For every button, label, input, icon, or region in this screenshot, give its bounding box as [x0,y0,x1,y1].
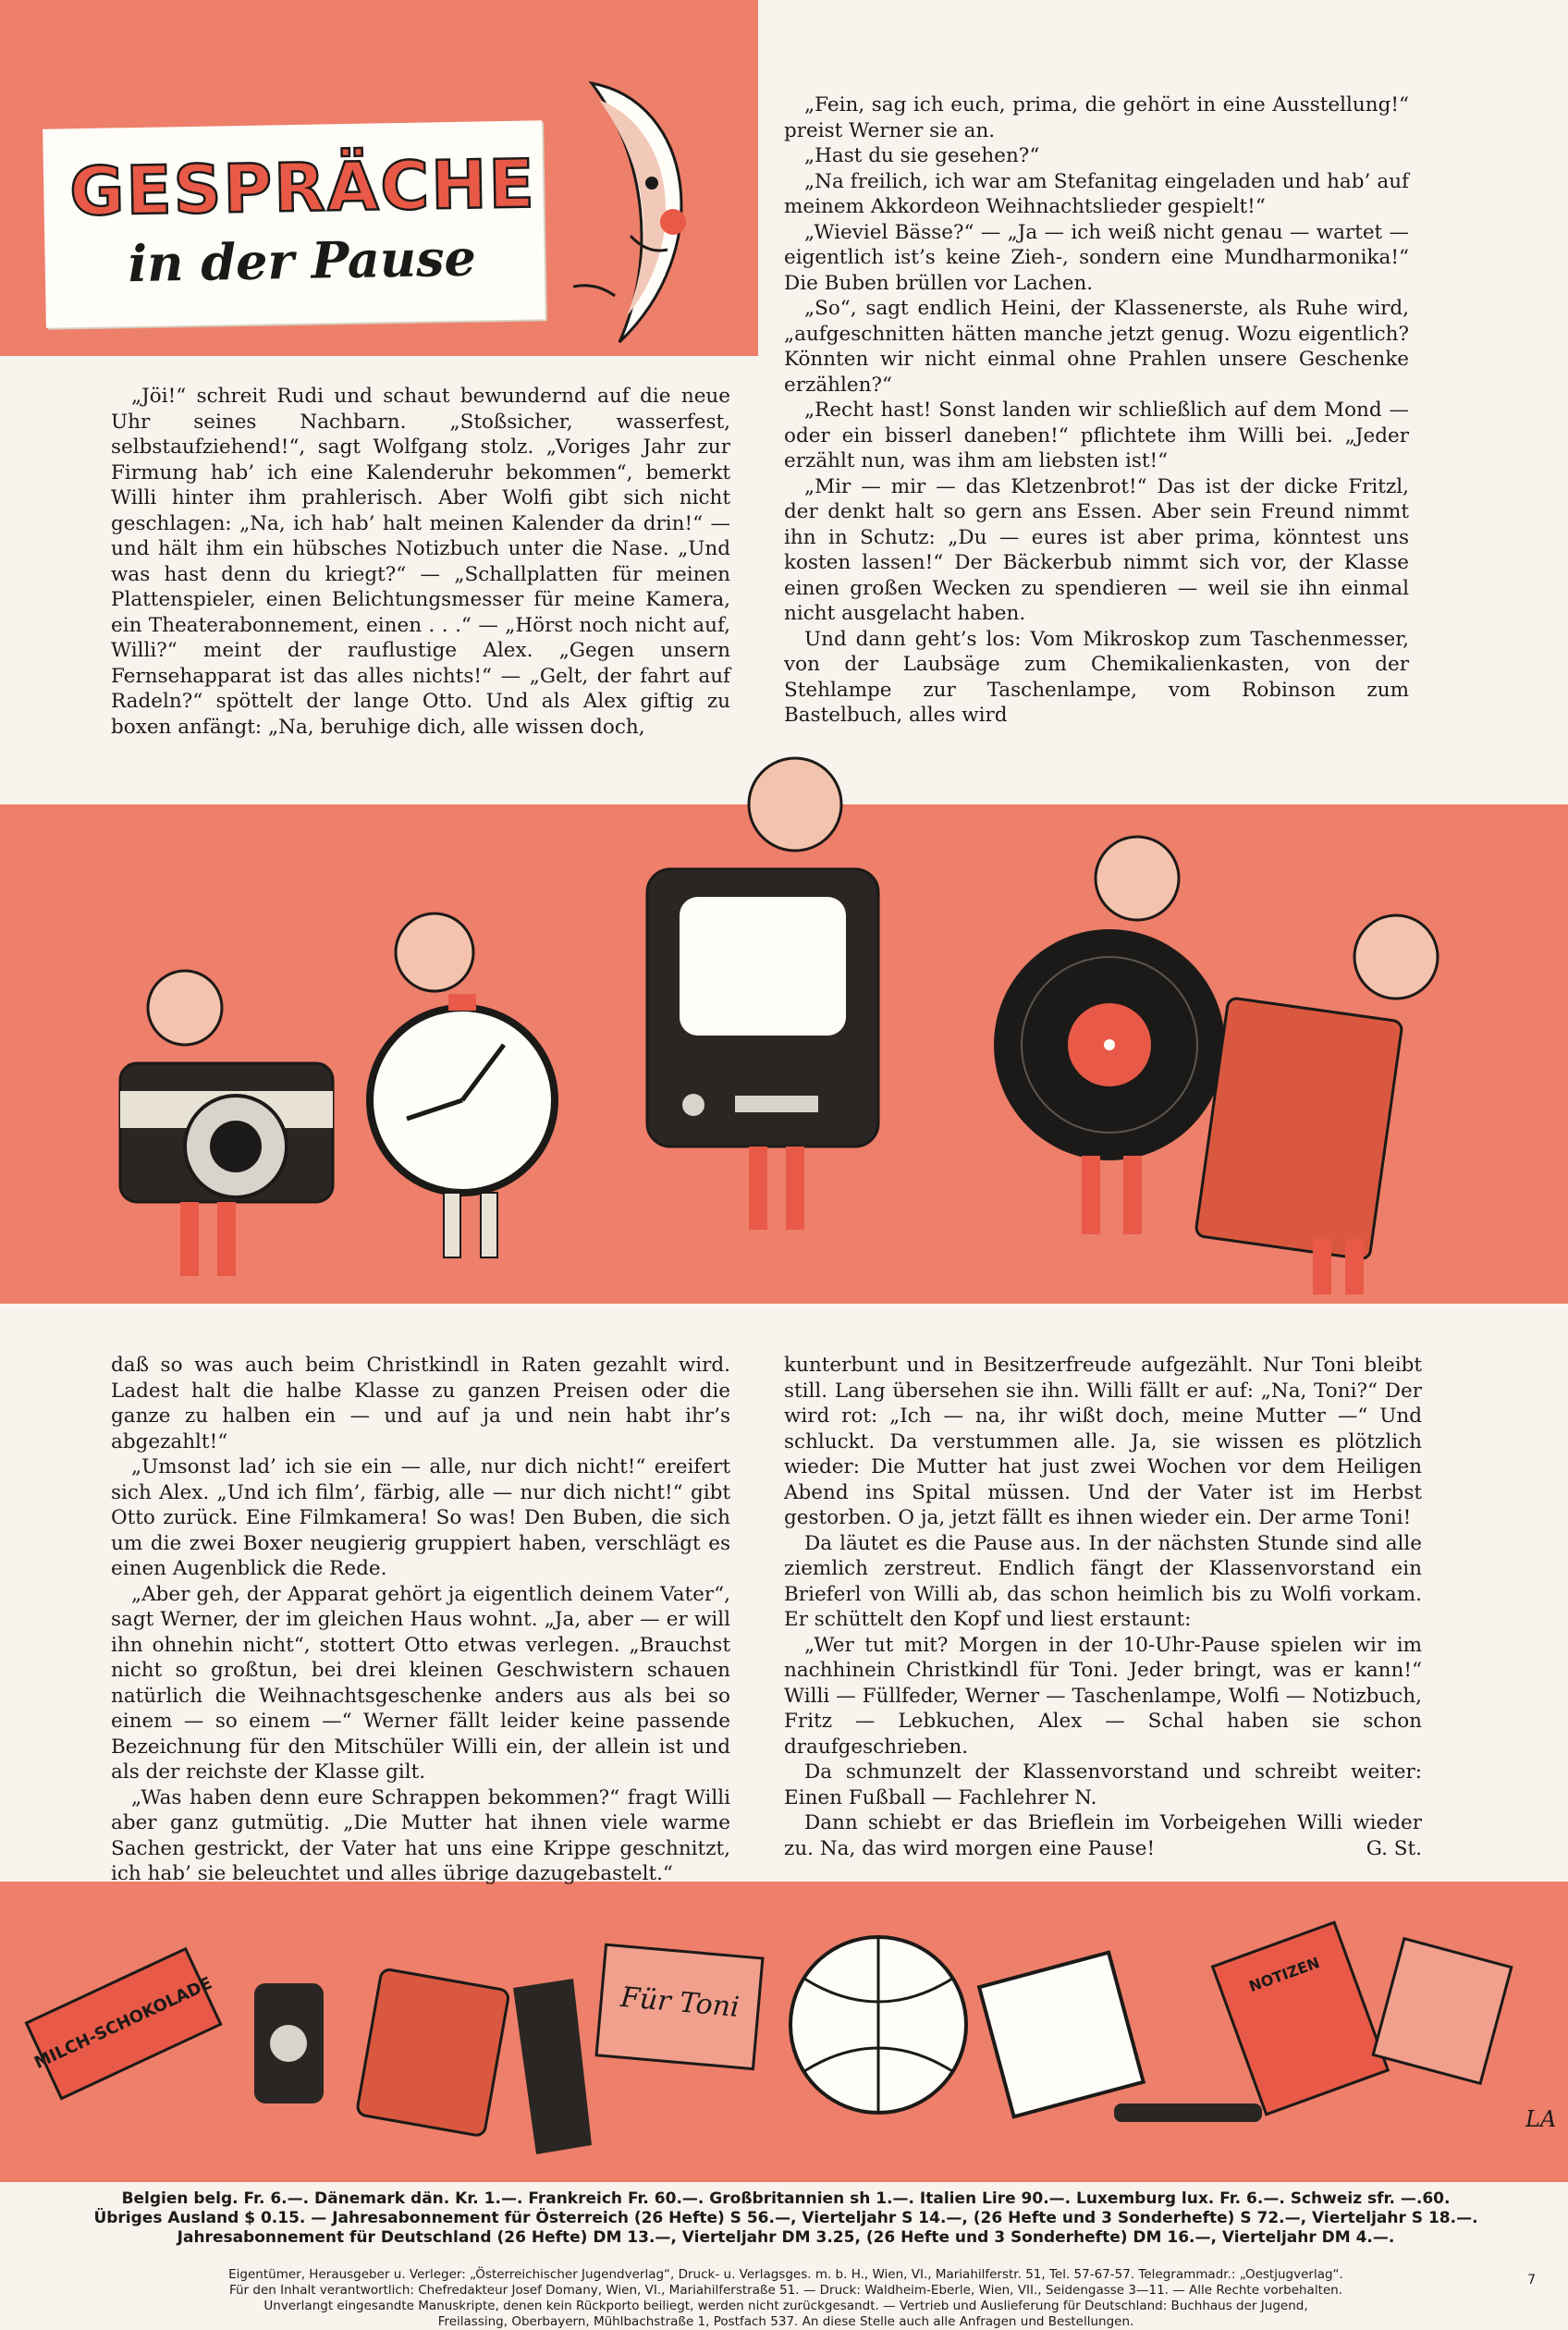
page-number: 7 [1527,2273,1536,2287]
paragraph: „Hast du sie gesehen?“ [804,144,1040,167]
paragraph: „So“, sagt endlich Heini, der Klassenerste, als Ruhe wird, „aufgeschnitten hätten manche jetzt genug. Wozu eigentlich? Könnten wir nicht einmal ohne Prahlen unsere Geschenke erzählen?“ [784,297,1409,397]
imprint-line: Unverlangt eingesandte Manuskripte, denen kein Rückporto beiliegt, werden nicht zurückgesandt. — Vertrieb und Auslieferung für Deutschland: Buchhaus der Jugend, [263,2299,1308,2313]
handkerchiefs-illustration [1373,1939,1512,2084]
notebook-kid-illustration [1195,915,1438,1294]
price-info [37,2189,1535,2248]
price-line: Übriges Ausland $ 0.15. — Jahresabonnement für Österreich (26 Hefte) S 56.—, Vierteljahr S 14.—, (26 Hefte und 3 Sonderhefte) S 72.—, Vierteljahr S 18.—. [93,2209,1478,2227]
paragraph: Da schmunzelt der Klassenvorstand und schreibt weiter: Einen Fußball — Fachlehrer N. [784,1760,1422,1809]
title-box [43,120,545,327]
page-subtitle: in der Pause [128,227,477,294]
paragraph: „Was haben denn eure Schrappen bekommen?“ fragt Willi aber ganz gutmütig. „Die Mutter hat ihnen viele warme Sachen gestrickt, der Vater hat uns eine Krippe geschnitzt, ich hab’ sie beleuchtet und alles übrige dazugebastelt.“ [111,1785,730,1885]
paragraph: „Wer tut mit? Morgen in der 10-Uhr-Pause spielen wir im nachhinein Christkindl für Toni. Jeder bringt, was er kann!“ Willi — Füllfeder, Werner — Taschenlampe, Wolfi — Notizbuch, Fritz — Lebkuchen, Alex — Schal haben sie schon draufgeschrieben. [784,1633,1422,1759]
tv-kid-illustration [647,758,878,1230]
record-kid-illustration [994,837,1225,1234]
paragraph: „Recht hast! Sonst landen wir schließlich auf dem Mond — oder ein bisserl daneben!“ pflichtete ihm Willi bei. „Jeder erzählt nun, was ihm am liebsten ist!“ [784,399,1409,472]
article-column-top-left [111,384,730,740]
notebook-illustration [1213,1922,1389,2115]
paragraph: daß so was auch beim Christkindl in Raten gezahlt wird. Ladest halt die halbe Klasse zu ganzen Preisen oder die ganze zu halben ein — und auf ja und nein habt ihr’s abgezahlt!“ [111,1354,730,1453]
gingerbread-illustration [356,1968,509,2137]
imprint-line: Eigentümer, Herausgeber u. Verleger: „Österreichischer Jugendverlag“, Druck- u. Verlagsges. m. b. H., Wien, VI., Mariahilferstr. 51, Tel. 57-67-57. Telegrammadr.: „Oestjugverlag“. [228,2267,1343,2282]
article-column-top-right [784,92,1409,729]
paragraph: „Mir — mir — das Kletzenbrot!“ Das ist der dicke Fritzl, der denkt halt so gern ans Essen. Aber sein Freund nimmt ihn in Schutz: „Du — eures ist aber prima, könntest uns kosten lassen!“ Der Bäckerbub nimmt sich vor, der Klasse einen großen Wecken zu spendieren — weil sie ihn einmal nicht ausgelacht haben. [784,474,1409,625]
author-signature: G. St. [1366,1836,1422,1860]
article-column-bottom-left [111,1353,730,1887]
paragraph: „Na freilich, ich war am Stefanitag eingeladen und hab’ auf meinem Akkordeon Weihnachtslieder gespielt!“ [784,169,1409,218]
paragraph: „Fein, sag ich euch, prima, die gehört in eine Ausstellung!“ preist Werner sie an. [784,93,1409,142]
price-line: Belgien belg. Fr. 6.—. Dänemark dän. Kr. 1.—. Frankreich Fr. 60.—. Großbritannien sh 1.—. Italien Lire 90.—. Luxemburg lux. Fr. 6.—. Schweiz sfr. —.60. [121,2189,1451,2208]
card-label: Für Toni [619,1980,741,2024]
flashlight-illustration [254,1983,324,2103]
chocolate-label: MILCH-SCHOKOLADE [31,1973,215,2073]
paragraph: „Umsonst lad’ ich sie ein — alle, nur dich nicht!“ ereifert sich Alex. „Und ich film’, färbig, alle — nur dich nicht!“ gibt Otto zurück. Eine Filmkamera! So was! Den Buben, die sich um die zwei Boxer neugierig gruppiert haben, verschlägt es einen Augenblick die Rede. [111,1455,730,1580]
closing-sentence: Dann schiebt er das Brieflein im Vorbeigehen Willi wieder zu. Na, das wird morgen eine Pause! [784,1811,1422,1860]
paragraph [784,1810,1422,1861]
scarf-glove-illustration [513,1979,592,2154]
paragraph: „Jöi!“ schreit Rudi und schaut bewundernd auf die neue Uhr seines Nachbarn. „Stoßsicher, wasserfest, selbstaufziehend!“, sagt Wolfgang stolz. „Voriges Jahr zur Firmung hab’ ich eine Kalenderuhr bekommen“, bemerkt Willi hinter ihm prahlerisch. Aber Wolfi gibt sich nicht geschlagen: „Na, ich hab’ halt meinen Kalender da drin!“ — und hält ihm ein hübsches Notizbuch unter die Nase. „Und was hast denn du kriegt?“ — „Schallplatten für meinen Plattenspieler, einen Belichtungsmesser für meine Kamera, ein Theaterabonnement, einen . . .“ — „Hörst noch nicht auf, Willi?“ meint der rauflustige Alex. „Gegen unsern Fernsehapparat ist das alles nichts!“ — „Gelt, der fahrt auf Radeln?“ spöttelt der lange Otto. Und als Alex giftig zu boxen anfängt: „Na, beruhige dich, alle wissen doch, [111,385,730,739]
football-illustration [790,1937,966,2113]
imprint [37,2267,1535,2330]
camera-kid-illustration [120,971,333,1276]
imprint-line: Freilassing, Oberbayern, Mühlbachstraße 1, Postfach 537. An diese Stelle auch alle Anfragen und Bestellungen. [437,2314,1134,2329]
watch-kid-illustration [370,914,555,1257]
paragraph: „Wieviel Bässe?“ — „Ja — ich weiß nicht genau — wartet — eigentlich ist’s keine Zieh-, sondern eine Mundharmonika!“ Die Buben brüllen vor Lachen. [784,220,1409,295]
imprint-line: Für den Inhalt verantwortlich: Chefredakteur Josef Domany, Wien, VI., Mariahilferstraße 51. — Druck: Waldheim-Eberle, Wien, VII., Seidengasse 3—11. — Alle Rechte vorbehalten. [228,2283,1343,2298]
paragraph: „Aber geh, der Apparat gehört ja eigentlich deinem Vater“, sagt Werner, der im gleichen Haus wohnt. „Ja, aber — er will ihn ohnehin nicht“, stottert Otto etwas verlegen. „Brauchst nicht so großtun, bei drei kleinen Geschwistern schauen natürlich die Weihnachtsgeschenke anders aus als bei so einem — so einem —“ Werner fällt leider keine passende Bezeichnung für den Mitschüler Willi ein, der allein ist und als der reichste der Klasse gilt. [111,1582,730,1784]
paragraph: Da läutet es die Pause aus. In der nächsten Stunde sind alle ziemlich zerstreut. Endlich fängt der Klassenvorstand ein Brieferl von Willi ab, das schon heimlich bis zu Wolfi vorkam. Er schüttelt den Kopf und liest erstaunt: [784,1531,1422,1631]
paragraph: kunterbunt und in Besitzerfreude aufgezählt. Nur Toni bleibt still. Lang übersehen sie ihn. Willi fällt er auf: „Na, Toni?“ Der wird rot: „Ich — na, ihr wißt doch, meine Mutter —“ Und schluckt. Da verstummen alle. Ja, sie wissen es plötzlich wieder: Die Mutter hat just zwei Wochen vor dem Heiligen Abend ins Spital müssen. Und der Vater ist im Herbst gestorben. O ja, jetzt fällt es ihnen wieder ein. Der arme Toni! [784,1354,1422,1529]
fountain-pen-illustration [1114,2103,1262,2122]
gifts-row-illustration [0,1895,1568,2164]
artist-initials: LA [1525,2106,1557,2132]
price-line: Jahresabonnement für Deutschland (26 Hefte) DM 13.—, Vierteljahr DM 3.25, (26 Hefte und 3 Sonderhefte) DM 16.—, Vierteljahr DM 4.—. [177,2228,1395,2247]
chocolate-illustration [18,1945,229,2103]
card-illustration [596,1944,763,2068]
kids-with-gifts-illustration [0,740,1568,1313]
article-column-bottom-right [784,1353,1422,1861]
paragraph: Und dann geht’s los: Vom Mikroskop zum Taschenmesser, von der Laubsäge zum Chemikalienkasten, von der Stehlampe zur Taschenlampe, vom Robinson zum Bastelbuch, alles wird [784,627,1409,727]
moon-mascot-illustration [518,74,721,351]
page-title: GESPRÄCHE [68,144,537,231]
notebook-label: NOTIZEN [1246,1953,1322,1996]
box-illustration [979,1953,1144,2117]
